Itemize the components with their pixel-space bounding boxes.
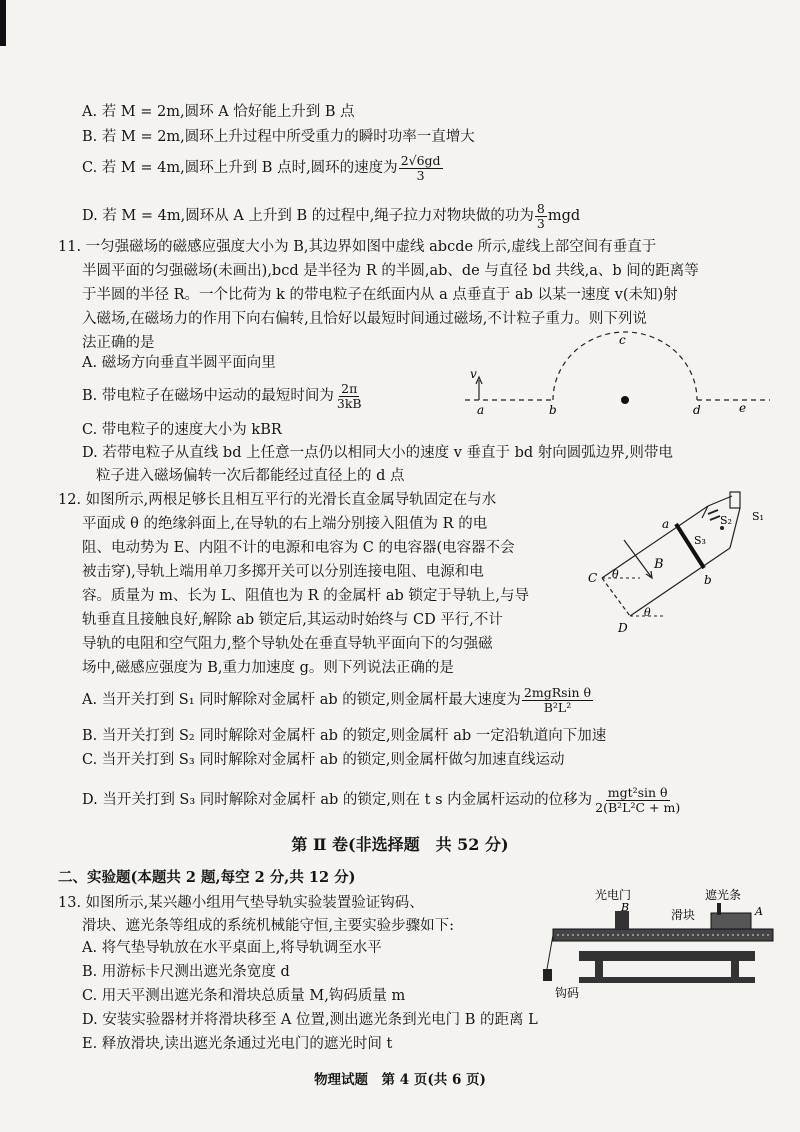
q12-label-S1: S₁: [752, 510, 764, 523]
q13-label-strip: 遮光条: [705, 888, 742, 902]
q12-inclined-rails-figure: [580, 488, 780, 638]
q10-option-d: [82, 196, 580, 236]
q12-option-d-text: D. 当开关打到 S₃ 同时解除对金属杆 ab 的锁定,则在 t s 内金属杆运动的位移为: [82, 792, 593, 808]
q12-label-theta-d: θ: [644, 606, 651, 619]
q12-label-B: B: [654, 557, 664, 572]
q11-stem-line4: 入磁场,在磁场力的作用下向右偏转,且恰好以最短时间通过磁场,不计粒子重力。则下列说: [82, 311, 647, 327]
q12-option-d: [82, 778, 683, 822]
q10-option-b: B. 若 M = 2m,圆环上升过程中所受重力的瞬时功率一直增大: [82, 129, 475, 145]
q13-string: [547, 935, 553, 969]
q11-stem-line5: 法正确的是: [82, 335, 155, 351]
q13-label-slider: 滑块: [671, 908, 696, 922]
scan-edge-mark: [0, 0, 6, 46]
q10-option-d-tail: mgd: [547, 208, 581, 224]
q11-magnetic-field-figure: [465, 330, 775, 430]
q13-step-e: E. 释放滑块,读出遮光条通过光电门的遮光时间 t: [82, 1036, 393, 1052]
q13-light-strip: [717, 903, 721, 915]
q12-stem-line1: 12. 如图所示,两根足够长且相互平行的光滑长直金属导轨固定在与水: [58, 492, 497, 508]
q13-stem-line2: 滑块、遮光条等组成的系统机械能守恒,主要实验步骤如下:: [82, 918, 454, 934]
q13-step-a: A. 将气垫导轨放在水平桌面上,将导轨调至水平: [82, 940, 382, 956]
q13-step-c: C. 用天平测出遮光条和滑块总质量 M,钩码质量 m: [82, 988, 406, 1004]
q11-option-b-fraction: [335, 382, 364, 411]
q11-stem-line2: 半圆平面的匀强磁场(未画出),bcd 是半径为 R 的半圆,ab、de 与直径 bd 共线,a、b 间的距离等: [82, 263, 699, 279]
q11-label-b: b: [549, 403, 557, 417]
q12-stem-line4: 被击穿),导轨上端用单刀多掷开关可以分别连接电阻、电源和电: [82, 564, 484, 580]
q11-label-v: v: [470, 367, 477, 381]
q13-slider: [711, 913, 751, 929]
q10-option-c-text: C. 若 M = 4m,圆环上升到 B 点时,圆环的速度为: [82, 160, 398, 176]
q12-option-b: B. 当开关打到 S₂ 同时解除对金属杆 ab 的锁定,则金属杆 ab 一定沿轨道向下加速: [82, 728, 607, 744]
page-footer: 物理试题 第 4 页(共 6 页): [314, 1072, 486, 1088]
q11-center-dot: [621, 396, 629, 404]
q12-stem-line5: 容。质量为 m、长为 L、阻值也为 R 的金属杆 ab 锁定于导轨上,与导: [82, 588, 529, 604]
q12-d-denominator: 2(B²L²C + m): [595, 799, 681, 815]
q10-option-c-fraction: [399, 154, 443, 183]
q12-battery-plate: [710, 516, 720, 520]
q13-table-top: [579, 951, 755, 961]
q11-option-d-line2: 粒子进入磁场偏转一次后都能经过直径上的 d 点: [96, 468, 405, 484]
q12-field-arrow: [624, 540, 652, 578]
q11-option-b: [82, 376, 365, 416]
q10-d-denominator: 3: [536, 215, 545, 231]
q12-label-b: b: [704, 573, 712, 587]
q12-option-a-text: A. 当开关打到 S₁ 同时解除对金属杆 ab 的锁定,则金属杆最大速度为: [82, 692, 521, 708]
q10-option-c: [82, 148, 444, 188]
q12-option-a-fraction: [522, 686, 593, 715]
q12-resistor: [730, 492, 740, 508]
q12-label-S3: S₃: [694, 534, 706, 547]
q12-label-theta-c: θ: [612, 568, 619, 581]
q11-label-c: c: [619, 333, 626, 347]
q12-edge-cd: [602, 578, 630, 616]
q10-option-d-fraction: [535, 202, 547, 231]
q11-stem-line3: 于半圆的半径 R。一个比荷为 k 的带电粒子在纸面内从 a 点垂直于 ab 以某一速度 v(未知)射: [82, 287, 678, 303]
q10-option-d-text: D. 若 M = 4m,圆环从 A 上升到 B 的过程中,绳子拉力对物块做的功为: [82, 208, 534, 224]
q13-step-b: B. 用游标卡尺测出遮光条宽度 d: [82, 964, 290, 980]
q12-stem-line2: 平面成 θ 的绝缘斜面上,在导轨的右上端分别接入阻值为 R 的电: [82, 516, 488, 532]
section2-title: 第 Ⅱ 卷(非选择题 共 52 分): [291, 835, 509, 854]
q11-option-a: A. 磁场方向垂直半圆平面向里: [82, 355, 276, 371]
q13-step-d: D. 安装实验器材并将滑块移至 A 位置,测出遮光条到光电门 B 的距离 L: [82, 1012, 538, 1028]
section2-heading: 二、实验题(本题共 2 题,每空 2 分,共 12 分): [58, 869, 356, 886]
q10-option-a: A. 若 M = 2m,圆环 A 恰好能上升到 B 点: [82, 104, 355, 120]
q11-b-denominator: 3kB: [336, 395, 362, 411]
q12-option-d-fraction: [593, 786, 682, 815]
q12-stem-line3: 阻、电动势为 E、内阻不计的电源和电容为 C 的电容器(电容器不会: [82, 540, 515, 556]
q13-stem-line1: 13. 如图所示,某兴趣小组用气垫导轨实验装置验证钩码、: [58, 895, 424, 911]
q12-d-numerator: mgt²sin θ: [607, 784, 668, 800]
q13-label-gate-b: B: [621, 901, 630, 914]
q12-label-D: D: [618, 621, 628, 635]
q12-circuit-wire-2: [708, 496, 732, 506]
q13-air-track-figure: [535, 885, 790, 1005]
q12-label-a: a: [662, 517, 670, 531]
q12-stem-line6: 轨垂直且接触良好,解除 ab 锁定后,其运动时始终与 CD 平行,不计: [82, 612, 503, 628]
q13-label-weight: 钩码: [555, 986, 580, 1000]
q12-stem-line8: 场中,磁感应强度为 B,重力加速度 g。则下列说法正确的是: [82, 660, 454, 676]
q12-stem-line7: 导轨的电阻和空气阻力,整个导轨处在垂直导轨平面向下的匀强磁: [82, 636, 493, 652]
q13-table-base: [579, 977, 755, 983]
q11-b-numerator: 2π: [341, 380, 358, 396]
q13-label-slider-a: A: [755, 905, 763, 918]
q11-option-b-text: B. 带电粒子在磁场中运动的最短时间为: [82, 388, 334, 404]
q12-a-denominator: B²L²: [543, 699, 572, 715]
q11-label-a: a: [477, 403, 485, 417]
q10-c-denominator: 3: [416, 167, 425, 183]
q11-stem-line1: 11. 一匀强磁场的磁感应强度大小为 B,其边界如图中虚线 abcde 所示,虚线上部空间有垂直于: [58, 239, 657, 255]
q13-label-gate: 光电门: [595, 888, 632, 902]
q11-option-c: C. 带电粒子的速度大小为 kBR: [82, 422, 282, 438]
q12-label-S2: S₂: [720, 514, 732, 527]
q11-label-d: d: [693, 403, 701, 417]
q11-label-e: e: [739, 401, 747, 415]
q12-option-c: C. 当开关打到 S₃ 同时解除对金属杆 ab 的锁定,则金属杆做匀加速直线运动: [82, 752, 565, 768]
q12-option-a: [82, 678, 594, 722]
q11-option-d-line1: D. 若带电粒子从直线 bd 上任意一点仍以相同大小的速度 v 垂直于 bd 射向圆弧边界,则带电: [82, 445, 673, 461]
q10-c-numerator: 2√6gd: [400, 152, 441, 168]
q10-d-numerator: 8: [536, 200, 545, 216]
q12-a-numerator: 2mgRsin θ: [523, 684, 592, 700]
q12-label-C: C: [588, 571, 598, 585]
q12-capacitor-plate: [708, 510, 718, 514]
q13-table-leg-left: [595, 961, 603, 977]
q13-table-leg-right: [731, 961, 739, 977]
q13-hook-weight: [543, 969, 552, 981]
